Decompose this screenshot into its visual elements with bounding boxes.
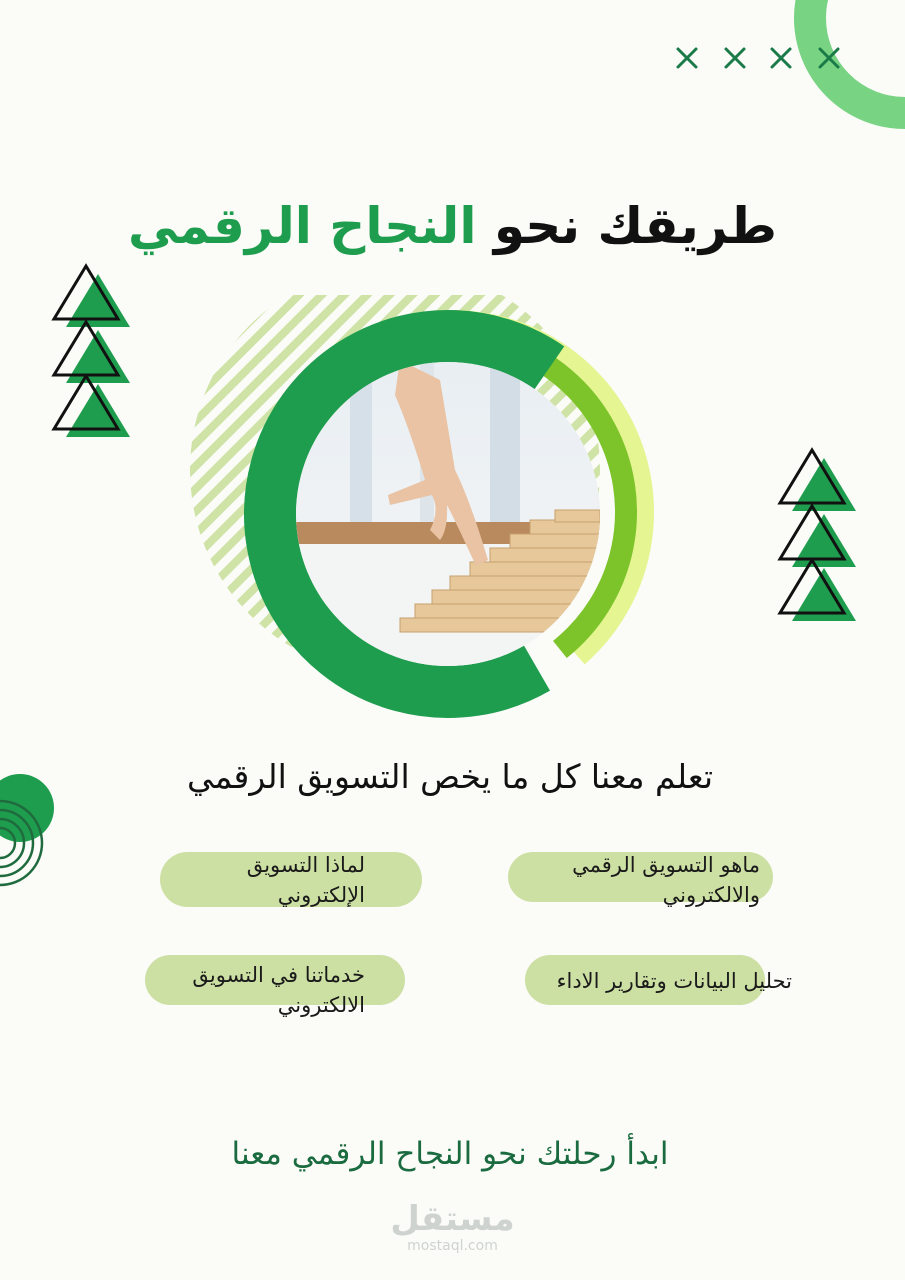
triangle-icon [780, 560, 856, 621]
subtitle: تعلم معنا كل ما يخص التسويق الرقمي [186, 757, 714, 796]
x-mark-icon [678, 49, 696, 67]
watermark-arabic: مستقل [390, 1199, 515, 1239]
x-mark-icon [726, 49, 744, 67]
x-marks-row [672, 45, 847, 71]
topic-item: تحليل البيانات وتقارير الاداء [556, 969, 792, 993]
hero-ring-graphic [190, 295, 670, 735]
call-to-action-text: ابدأ رحلتك نحو النجاح الرقمي معنا [231, 1136, 669, 1172]
x-mark-icon [820, 49, 838, 67]
concentric-circle-icon [0, 768, 60, 898]
watermark-latin: mostaql.com [407, 1238, 498, 1254]
triangle-icon [54, 322, 130, 383]
triangle-icon [780, 506, 856, 567]
right-triangle-stack [774, 446, 864, 626]
title-black-part: طريقك نحو [493, 197, 777, 255]
triangle-icon [780, 450, 856, 511]
triangle-icon [54, 266, 130, 327]
mostaql-watermark [385, 1200, 520, 1254]
left-triangle-stack [48, 262, 138, 442]
triangle-icon [54, 376, 130, 437]
topic-item: ماهو التسويق الرقمي والالكتروني [572, 853, 760, 907]
title-green-part: النجاح الرقمي [128, 197, 477, 255]
topic-item: لماذا التسويق الإلكتروني [246, 853, 365, 907]
x-mark-icon [772, 49, 790, 67]
topic-item: خدماتنا في التسويق الالكتروني [192, 963, 365, 1017]
page-title [0, 195, 905, 257]
